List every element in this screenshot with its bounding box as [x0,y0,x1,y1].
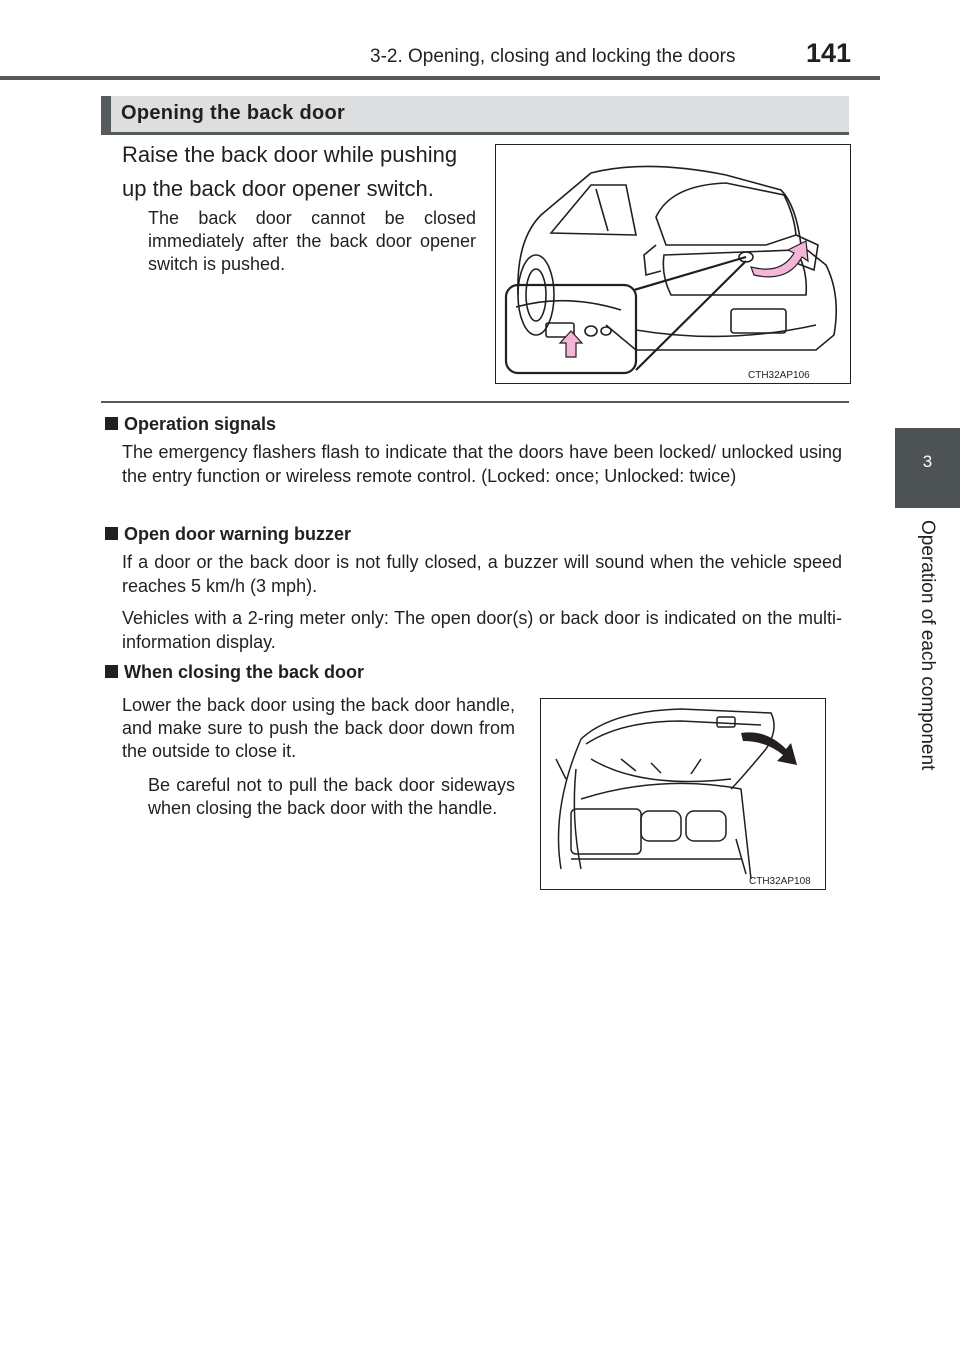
lead-instruction [122,138,482,206]
car-rear-illustration [496,145,850,383]
section-divider [101,401,849,403]
item-heading-text: Open door warning buzzer [124,524,352,544]
buzzer-paragraph-2: Vehicles with a 2-ring meter only: The open door(s) or back door is indicated on the multi-information display. [122,608,842,652]
figure-code: CTH32AP106 [748,370,810,381]
chapter-number: 3 [922,452,933,471]
figure-closing-back-door [540,698,826,890]
lead-note: The back door cannot be closed immediately after the back door opener switch is pushed. [148,208,476,274]
square-bullet-icon [105,417,118,430]
section-title: Opening the back door [121,102,346,124]
lead-line-1: Raise the back door while pushing [122,142,458,167]
buzzer-paragraph-1: If a door or the back door is not fully closed, a buzzer will sound when the vehicle speed reaches 5 km/h (3 mph). [122,552,842,596]
chapter-label: Operation of each component [917,520,938,771]
figure-back-door-opener [495,144,851,384]
item-heading-text: When closing the back door [124,662,365,682]
chapter-tab [895,428,960,508]
header-rule [0,76,880,80]
closing-paragraph-2: Be careful not to pull the back door sideways when closing the back door with the handle. [148,775,515,818]
page-number: 141 [806,38,852,68]
closing-paragraph-1: Lower the back door using the back door handle, and make sure to push the back door down from the outside to close it. [122,695,515,761]
figure2-code: CTH32AP108 [749,876,811,887]
operation-signals-paragraph: The emergency flashers flash to indicate that the doors have been locked/ unlocked using the entry function or wireless remote control. (Locked: once; Unlocked: twice) [122,442,842,486]
square-bullet-icon [105,527,118,540]
open-back-door-illustration [541,699,825,889]
item-heading-closing-back-door [105,662,364,683]
item-heading-operation-signals [105,414,276,435]
header-section-title: 3-2. Opening, closing and locking the doors [370,46,736,67]
section-heading-bar [101,96,849,135]
item-heading-text: Operation signals [124,414,277,434]
lead-line-2: up the back door opener switch. [122,176,434,201]
square-bullet-icon [105,665,118,678]
section-heading-accent [101,96,111,132]
chapter-label-container [895,520,960,850]
item-heading-open-door-buzzer [105,524,351,545]
